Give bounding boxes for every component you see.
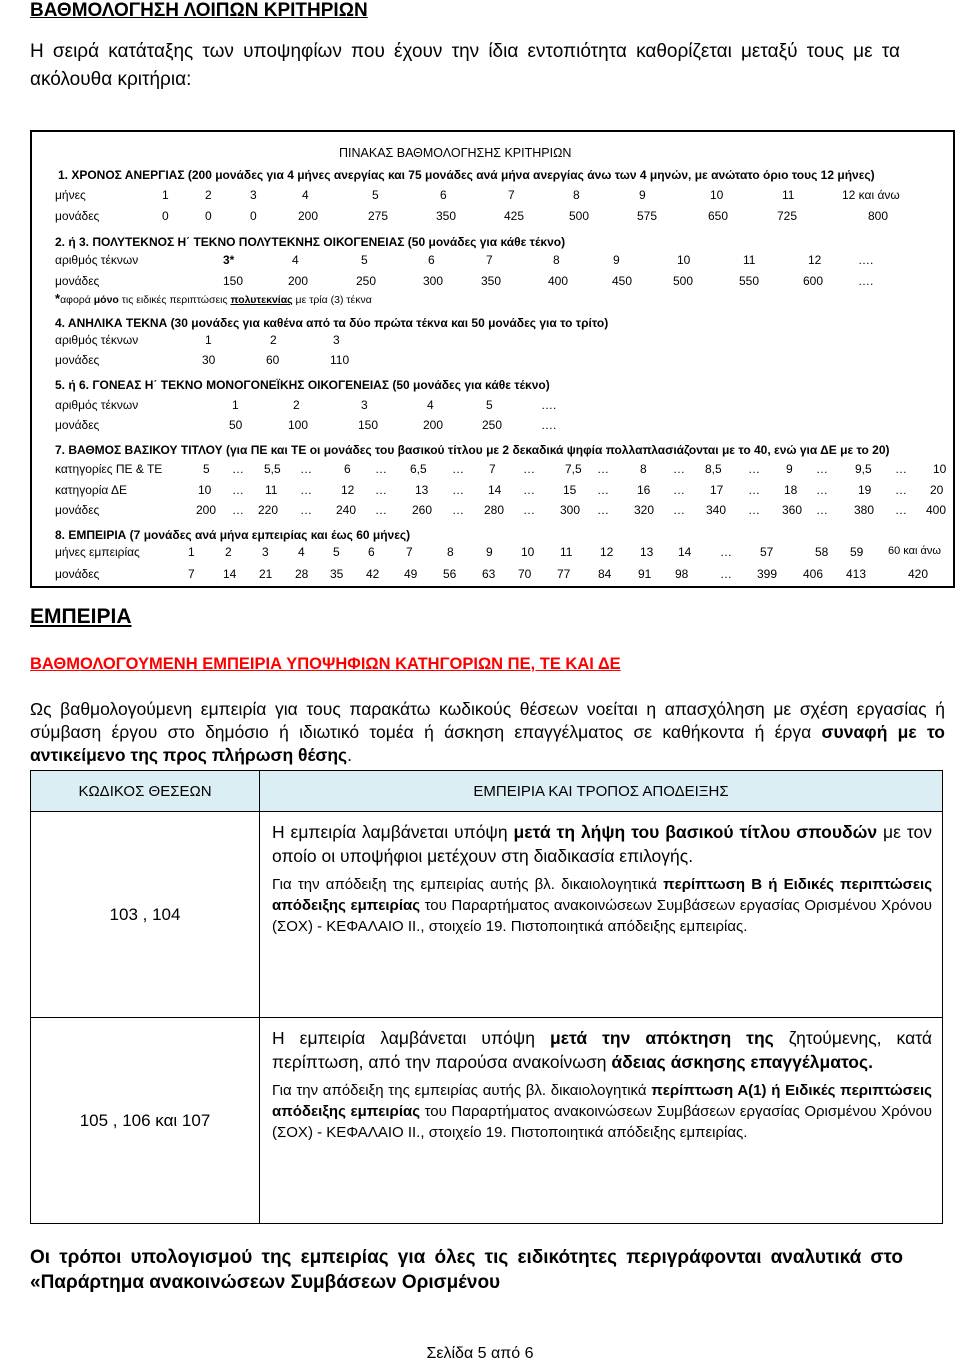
table-cell: 406	[803, 567, 824, 581]
table-cell: 1	[232, 398, 239, 412]
table-cell: …	[375, 462, 387, 476]
table-cell: …	[523, 503, 535, 517]
criterion-8-title: 8. ΕΜΠΕΙΡΙΑ (7 μονάδες ανά μήνα εμπειρίας και έως 60 μήνες)	[55, 528, 411, 542]
criteria-table-title: ΠΙΝΑΚΑΣ ΒΑΘΜΟΛΟΓΗΣΗΣ ΚΡΙΤΗΡΙΩΝ	[339, 146, 572, 160]
experience-paragraph-bold: συναφή με το αντικείμενο της προς πλήρωση θέσης	[30, 722, 946, 765]
table-cell: 91	[638, 567, 652, 581]
table-cell: 500	[569, 209, 590, 223]
text-part: με τον οποίο οι υποψήφιοι μετέχουν στη διαδικασία επιλογής.	[272, 822, 932, 866]
table-cell: 98	[675, 567, 689, 581]
table-cell: 16	[637, 483, 651, 497]
table-cell: 12	[808, 253, 822, 267]
col-position-codes: ΚΩΔΙΚΟΣ ΘΕΣΕΩΝ	[31, 771, 260, 812]
criterion-5-title: 5. ή 6. ΓΟΝΕΑΣ Η΄ ΤΕΚΝΟ ΜΟΝΟΓΟΝΕΪΚΗΣ ΟΙΚΟΓΕΝΕΙΑΣ (50 μονάδες για κάθε τέκνο)	[55, 378, 550, 392]
table-cell: 6	[344, 462, 351, 476]
table-cell: …	[748, 462, 760, 476]
text-part: Η εμπειρία λαμβάνεται υπόψη	[272, 822, 514, 842]
intro-paragraph: Η σειρά κατάταξης των υποψηφίων που έχουν την ίδια εντοπιότητα καθορίζεται μεταξύ τους με τα ακόλουθα κριτήρια:	[30, 41, 900, 90]
note-part-2: μόνο	[93, 294, 119, 306]
table-cell: 3*	[223, 253, 235, 267]
position-code-cell: 105 , 106 και 107	[31, 1018, 260, 1224]
experience-paragraph-end: .	[347, 745, 353, 765]
table-cell: 10	[933, 462, 947, 476]
table-cell: 12	[341, 483, 355, 497]
experience-desc-cell	[260, 1018, 943, 1224]
table-row	[31, 1018, 943, 1224]
table-cell: 250	[356, 274, 377, 288]
table-cell: 5,5	[264, 462, 281, 476]
table-cell: 575	[637, 209, 658, 223]
table-cell: 11	[265, 483, 278, 497]
table-cell: 8,5	[705, 462, 722, 476]
table-cell: 70	[518, 567, 532, 581]
table-row	[31, 812, 943, 1018]
table-cell: 8	[573, 188, 580, 202]
table-cell: 11	[782, 188, 795, 202]
table-cell: …	[597, 462, 609, 476]
table-cell: …	[895, 503, 907, 517]
table-cell: …	[597, 503, 609, 517]
table-cell: 10	[521, 545, 535, 559]
experience-paragraph-text: Ως βαθμολογούμενη εμπειρία για τους παρακάτω κωδικούς θέσεων νοείται η απασχόληση με σχέση εργασίας ή σύμβαση έργου στο δημόσιο ή ιδιωτικό τομέα ή άσκηση επαγγέλματος σε καθήκοντα ή έργα	[30, 699, 945, 742]
table-cell: 350	[436, 209, 457, 223]
heading-experience: ΕΜΠΕΙΡΙΑ	[30, 605, 132, 628]
text-part: ζητούμενης, κατά περίπτωση, από την παρούσα ανακοίνωση	[272, 1028, 932, 1072]
row-label: μονάδες	[55, 274, 100, 288]
table-cell: 42	[366, 567, 380, 581]
table-cell: 275	[368, 209, 389, 223]
table-cell: …	[895, 462, 907, 476]
table-cell: 3	[262, 545, 269, 559]
table-cell: 200	[288, 274, 309, 288]
final-paragraph: Οι τρόποι υπολογισμού της εμπειρίας για όλες τις ειδικότητες περιγράφονται αναλυτικά στο «Παράρτημα ανακοινώσεων Συμβάσεων Ορισμένου	[30, 1247, 903, 1293]
text-bold: άδειας άσκησης επαγγέλματος.	[611, 1052, 873, 1072]
row-label: μονάδες	[55, 353, 100, 367]
table-cell: 4	[427, 398, 434, 412]
table-cell: 280	[484, 503, 505, 517]
table-cell: 300	[423, 274, 444, 288]
table-cell: 380	[854, 503, 875, 517]
table-cell: …	[720, 545, 732, 559]
table-cell: 340	[706, 503, 727, 517]
table-cell: 1	[162, 188, 169, 202]
table-cell: 19	[858, 483, 872, 497]
table-cell: …	[452, 503, 464, 517]
table-cell: 9	[639, 188, 646, 202]
text-part: Η εμπειρία λαμβάνεται υπόψη	[272, 1028, 550, 1048]
table-cell: …	[232, 462, 244, 476]
row-label: αριθμός τέκνων	[55, 253, 139, 267]
criterion-2-title: 2. ή 3. ΠΟΛΥΤΕΚΝΟΣ Η΄ ΤΕΚΝΟ ΠΟΛΥΤΕΚΝΗΣ ΟΙΚΟΓΕΝΕΙΑΣ (50 μονάδες για κάθε τέκνο)	[55, 235, 566, 249]
table-cell: …	[232, 483, 244, 497]
table-cell: 450	[612, 274, 633, 288]
table-cell: 60 και άνω	[888, 545, 941, 557]
col-experience-proof: ΕΜΠΕΙΡΙΑ ΚΑΙ ΤΡΟΠΟΣ ΑΠΟΔΕΙΞΗΣ	[260, 771, 943, 812]
experience-proof	[272, 1080, 932, 1143]
table-cell: 0	[250, 209, 257, 223]
table-cell: 320	[634, 503, 655, 517]
table-cell: 200	[196, 503, 217, 517]
note-part-4: πολυτεκνίας	[230, 294, 293, 306]
table-cell: 4	[302, 188, 309, 202]
table-cell: 650	[708, 209, 729, 223]
row-label: μονάδες	[55, 503, 100, 517]
row-label: κατηγορίες ΠΕ & ΤΕ	[55, 462, 163, 476]
table-cell: …	[673, 503, 685, 517]
experience-desc-cell	[260, 812, 943, 1018]
table-cell: 7	[508, 188, 515, 202]
table-cell: 1	[205, 333, 212, 347]
table-cell: 21	[259, 567, 273, 581]
table-cell: 2	[205, 188, 212, 202]
table-cell: 5	[203, 462, 210, 476]
text-part: του Παραρτήματος ανακοινώσεων Συμβάσεων εργασίας Ορισμένου Χρόνου (ΣΟΧ) - ΚΕΦΑΛΑΙΟ ΙΙ.	[272, 1103, 932, 1141]
table-cell: 8	[447, 545, 454, 559]
note-asterisk: *	[55, 291, 61, 306]
table-cell: 7	[406, 545, 413, 559]
table-cell: 200	[298, 209, 319, 223]
table-cell: 8	[553, 253, 560, 267]
table-cell: 5	[372, 188, 379, 202]
table-cell: 500	[673, 274, 694, 288]
table-cell: …	[300, 462, 312, 476]
table-cell: 5	[486, 398, 493, 412]
note-part-3: τις ειδικές περιπτώσεις	[118, 294, 231, 306]
table-cell: 8	[640, 462, 647, 476]
table-cell: 56	[443, 567, 457, 581]
table-cell: 100	[288, 418, 309, 432]
table-cell: ….	[541, 398, 557, 412]
table-cell: 3	[250, 188, 257, 202]
table-cell: 10	[677, 253, 691, 267]
table-cell: 63	[482, 567, 496, 581]
text-part: Για την απόδειξη της εμπειρίας αυτής βλ. δικαιολογητικά	[272, 1082, 652, 1099]
note-part-5: με τρία (3) τέκνα	[292, 294, 372, 306]
table-cell: 6	[368, 545, 375, 559]
table-cell: …	[895, 483, 907, 497]
heading-other-criteria: ΒΑΘΜΟΛΟΓΗΣΗ ΛΟΙΠΩΝ ΚΡΙΤΗΡΙΩΝ	[30, 0, 368, 21]
experience-proof	[272, 874, 932, 937]
table-cell: 3	[333, 333, 340, 347]
table-cell: …	[452, 462, 464, 476]
table-cell: 7,5	[565, 462, 582, 476]
table-cell: 250	[482, 418, 503, 432]
table-cell: 10	[198, 483, 212, 497]
table-cell: 28	[295, 567, 309, 581]
table-cell: …	[748, 483, 760, 497]
table-cell: ….	[858, 253, 874, 267]
page-number: Σελίδα 5 από 6	[426, 1345, 534, 1362]
table-cell: 3	[361, 398, 368, 412]
table-cell: 550	[739, 274, 760, 288]
table-cell: 12	[600, 545, 614, 559]
table-cell: 5	[361, 253, 368, 267]
text-part: του Παραρτήματος ανακοινώσεων Συμβάσεων εργασίας Ορισμένου Χρόνου (ΣΟΧ) - ΚΕΦΑΛΑΙΟ ΙΙ.	[272, 897, 932, 935]
table-cell: 0	[162, 209, 169, 223]
table-cell: …	[232, 503, 244, 517]
table-cell: 20	[930, 483, 944, 497]
table-cell: 2	[293, 398, 300, 412]
table-cell: 2	[225, 545, 232, 559]
row-label: μονάδες	[55, 567, 100, 581]
table-cell: 60	[266, 353, 280, 367]
table-cell: 1	[188, 545, 195, 559]
table-cell: 50	[229, 418, 243, 432]
experience-condition	[272, 820, 932, 868]
table-cell: …	[452, 483, 464, 497]
table-cell: 150	[358, 418, 379, 432]
table-cell: …	[523, 462, 535, 476]
table-cell: 6	[440, 188, 447, 202]
row-label: μονάδες	[55, 209, 100, 223]
table-cell: 150	[223, 274, 244, 288]
table-cell: 11	[560, 545, 573, 559]
text-part: , στοιχείο 19. Πιστοποιητικά απόδειξης εμπειρίας.	[420, 1124, 748, 1141]
table-cell: 49	[404, 567, 418, 581]
table-cell: 6,5	[410, 462, 427, 476]
table-cell: 600	[803, 274, 824, 288]
text-bold: περίπτωση Β ή Ειδικές περιπτώσεις απόδειξης εμπειρίας	[272, 876, 932, 914]
note-part-1: αφορά	[60, 294, 94, 306]
heading-scored-experience: ΒΑΘΜΟΛΟΓΟΥΜΕΝΗ ΕΜΠΕΙΡΙΑ ΥΠΟΨΗΦΙΩΝ ΚΑΤΗΓΟΡΙΩΝ ΠΕ, ΤΕ ΚΑΙ ΔΕ	[30, 655, 621, 673]
table-cell: …	[816, 503, 828, 517]
position-code-cell: 103 , 104	[31, 812, 260, 1018]
table-cell: 18	[784, 483, 798, 497]
table-cell: 12 και άνω	[842, 188, 900, 202]
row-label: μονάδες	[55, 418, 100, 432]
text-bold: μετά την απόκτηση της	[550, 1028, 774, 1048]
table-cell: 11	[743, 253, 756, 267]
table-cell: 2	[270, 333, 277, 347]
table-cell: 240	[336, 503, 357, 517]
criterion-4-title: 4. ΑΝΗΛΙΚΑ ΤΕΚΝΑ (30 μονάδες για καθένα από τα δύο πρώτα τέκνα και 50 μονάδες για το τρίτο)	[55, 316, 609, 330]
table-cell: 200	[423, 418, 444, 432]
table-cell: 9	[786, 462, 793, 476]
table-cell: …	[816, 483, 828, 497]
criterion-7-title: 7. ΒΑΘΜΟΣ ΒΑΣΙΚΟΥ ΤΙΤΛΟΥ (για ΠΕ και ΤΕ οι μονάδες του βασικού τίτλου με 2 δεκαδικά ψηφία πολλαπλασιάζονται με το 40, ενώ για ΔΕ με το 20)	[55, 443, 890, 457]
table-cell: 14	[488, 483, 502, 497]
row-label: μήνες εμπειρίας	[55, 545, 140, 559]
table-cell: 13	[415, 483, 429, 497]
table-cell: 399	[757, 567, 778, 581]
table-cell: 4	[298, 545, 305, 559]
table-cell: 30	[202, 353, 216, 367]
table-cell: 9	[486, 545, 493, 559]
row-label: μήνες	[55, 188, 86, 202]
table-cell: …	[375, 503, 387, 517]
table-cell: 57	[760, 545, 774, 559]
table-cell: …	[597, 483, 609, 497]
table-cell: 9,5	[855, 462, 872, 476]
experience-paragraph	[30, 698, 945, 767]
table-cell: 17	[710, 483, 724, 497]
table-cell: 350	[481, 274, 502, 288]
table-cell: ….	[858, 274, 874, 288]
row-label: κατηγορία ΔΕ	[55, 483, 127, 497]
table-cell: 15	[563, 483, 577, 497]
table-cell: 400	[926, 503, 947, 517]
table-cell: …	[673, 483, 685, 497]
table-cell: 110	[330, 353, 350, 367]
criterion-2-note	[55, 291, 372, 306]
table-cell: 7	[188, 567, 195, 581]
table-cell: 300	[560, 503, 581, 517]
table-cell: 7	[486, 253, 493, 267]
table-cell: 5	[333, 545, 340, 559]
table-cell: 400	[548, 274, 569, 288]
table-cell: 800	[868, 209, 889, 223]
criterion-1-title: 1. ΧΡΟΝΟΣ ΑΝΕΡΓΙΑΣ (200 μονάδες για 4 μήνες ανεργίας και 75 μονάδες ανά μήνα ανεργίας άνω των 4 μηνών, με ανώτατο όριο τους 12 μήνες)	[58, 168, 875, 182]
table-cell: 13	[640, 545, 654, 559]
table-cell: 4	[292, 253, 299, 267]
table-cell: 58	[815, 545, 829, 559]
table-cell: …	[375, 483, 387, 497]
table-cell: 7	[489, 462, 496, 476]
table-cell: 260	[412, 503, 433, 517]
table-cell: 10	[710, 188, 724, 202]
table-cell: 420	[908, 567, 929, 581]
text-part: , στοιχείο 19. Πιστοποιητικά απόδειξης εμπειρίας.	[420, 918, 748, 935]
text-bold: περίπτωση Α(1) ή Ειδικές περιπτώσεις απόδειξης εμπειρίας	[272, 1082, 932, 1120]
table-cell: 413	[846, 567, 867, 581]
text-bold: μετά τη λήψη του βασικού τίτλου σπουδών	[513, 822, 878, 842]
table-cell: 6	[428, 253, 435, 267]
table-cell: 35	[330, 567, 344, 581]
table-cell: …	[816, 462, 828, 476]
text-part: Για την απόδειξη της εμπειρίας αυτής βλ. δικαιολογητικά	[272, 876, 664, 893]
table-cell: 14	[223, 567, 237, 581]
table-cell: ….	[541, 418, 557, 432]
table-cell: 14	[678, 545, 692, 559]
table-cell: 360	[782, 503, 803, 517]
experience-table	[30, 770, 943, 1224]
experience-table-header	[31, 771, 943, 812]
table-cell: 9	[613, 253, 620, 267]
table-cell: …	[748, 503, 760, 517]
table-cell: 59	[850, 545, 864, 559]
experience-condition	[272, 1026, 932, 1074]
table-cell: …	[300, 503, 312, 517]
row-label: αριθμός τέκνων	[55, 333, 139, 347]
table-cell: 725	[777, 209, 798, 223]
row-label: αριθμός τέκνων	[55, 398, 139, 412]
table-cell: …	[300, 483, 312, 497]
table-cell: …	[673, 462, 685, 476]
table-cell: 220	[258, 503, 279, 517]
table-cell: …	[720, 567, 732, 581]
table-cell: 84	[598, 567, 612, 581]
table-cell: 0	[205, 209, 212, 223]
table-cell: …	[523, 483, 535, 497]
table-cell: 77	[557, 567, 571, 581]
table-cell: 425	[504, 209, 525, 223]
